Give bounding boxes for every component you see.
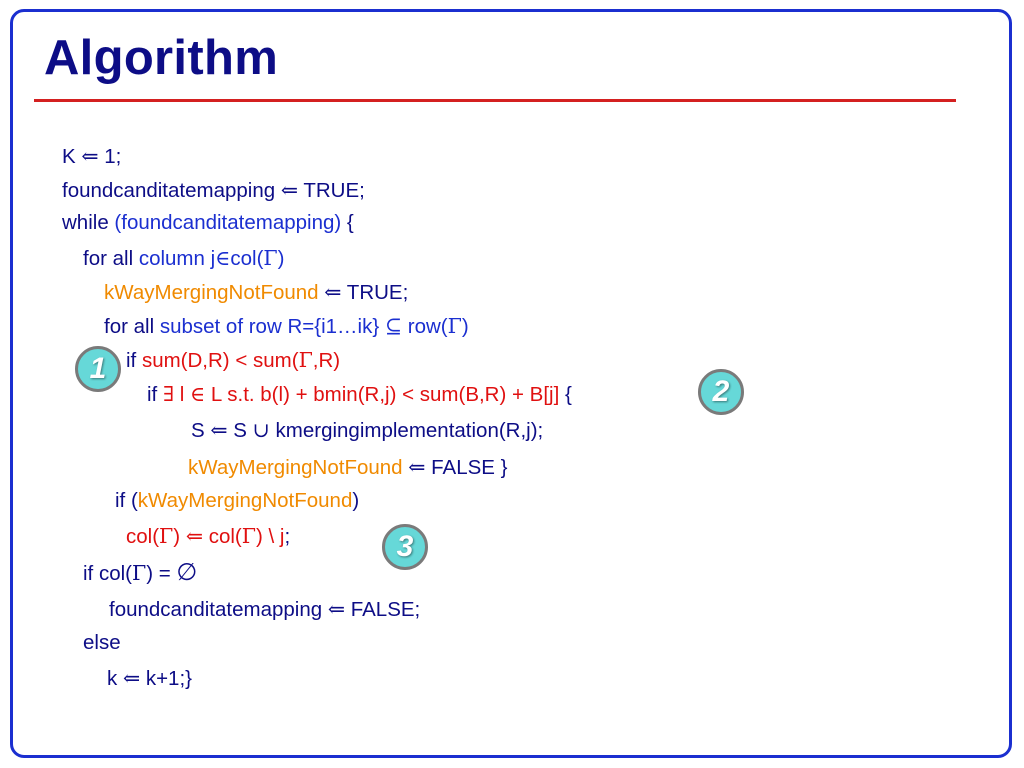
code-text: FALSE }: [425, 456, 508, 479]
code-line-13: [83, 560, 197, 586]
code-text: {: [341, 211, 354, 234]
left-arrow-symbol: ⇐: [408, 455, 426, 479]
union-symbol: ∪: [252, 418, 270, 442]
code-line-11: [115, 489, 359, 513]
code-condition: l: [174, 383, 191, 406]
code-line-1: [62, 144, 121, 169]
code-line-8: [147, 382, 572, 407]
code-text: TRUE;: [341, 281, 409, 304]
code-text: for all: [83, 247, 139, 270]
left-arrow-symbol: ⇐: [280, 178, 299, 202]
code-condition: column j: [138, 247, 216, 270]
left-arrow-symbol: ⇐: [122, 666, 141, 690]
code-text: FALSE;: [345, 598, 421, 621]
code-text: for all: [104, 315, 160, 338]
code-line-4: [83, 246, 284, 271]
code-text: ;: [284, 525, 291, 548]
code-text: k: [107, 667, 123, 690]
code-text: 1;: [98, 145, 122, 168]
code-text: ) =: [146, 562, 177, 585]
left-arrow-symbol: ⇐: [324, 280, 342, 304]
code-text: if: [126, 349, 142, 372]
code-line-14: [109, 597, 420, 622]
code-text: K: [62, 145, 82, 168]
code-line-15: [83, 631, 121, 655]
code-line-6: [104, 314, 469, 339]
code-condition: col(: [203, 525, 242, 548]
code-text: S: [191, 419, 211, 442]
step-badge-3: 3: [382, 524, 428, 570]
code-text: {: [559, 383, 572, 406]
code-variable: kWayMergingNotFound: [188, 456, 409, 479]
left-arrow-symbol: ⇐: [81, 144, 99, 168]
code-variable: kWayMergingNotFound: [137, 489, 353, 512]
code-text: S: [227, 419, 253, 442]
element-of-symbol: ∈: [190, 382, 206, 406]
left-arrow-symbol: ⇐: [327, 597, 346, 621]
code-text: if col(: [83, 562, 132, 585]
step-badge-2: 2: [698, 369, 744, 415]
code-line-3: [62, 211, 354, 235]
code-line-16: [107, 666, 192, 691]
exists-symbol: ∃: [162, 382, 175, 406]
gamma-symbol: Γ: [447, 314, 462, 338]
code-line-12: [126, 524, 290, 549]
code-text: if: [147, 383, 163, 406]
code-line-9: [191, 418, 543, 443]
code-condition: row(: [402, 315, 448, 338]
code-text: foundcanditatemapping: [62, 179, 281, 202]
gamma-symbol: Γ: [241, 524, 256, 548]
code-text: k+1;}: [140, 667, 193, 690]
slide-title: Algorithm: [44, 31, 279, 85]
left-arrow-symbol: ⇐: [210, 418, 228, 442]
code-condition: col(: [230, 247, 264, 270]
gamma-symbol: Γ: [263, 246, 278, 270]
empty-set-symbol: ∅: [176, 558, 198, 586]
code-condition: subset of row R={i1…ik}: [159, 315, 385, 338]
code-condition: sum(D,R) < sum(: [141, 349, 299, 372]
code-condition: ) \ j: [255, 525, 285, 548]
step-badge-1: 1: [75, 346, 121, 392]
code-text: while: [62, 211, 115, 234]
code-text: kmergingimplementation(R,j);: [269, 419, 544, 442]
code-condition: ): [461, 315, 469, 338]
code-text: TRUE;: [298, 179, 365, 202]
code-line-10: [188, 455, 508, 480]
code-text: if (: [115, 489, 138, 512]
code-text: foundcanditatemapping: [109, 598, 328, 621]
code-line-2: [62, 178, 365, 203]
code-text: else: [83, 631, 121, 654]
code-variable: kWayMergingNotFound: [104, 281, 325, 304]
code-condition: ): [173, 525, 186, 548]
left-arrow-symbol: ⇐: [185, 524, 203, 548]
code-condition: L s.t. b(l) + bmin(R,j) < sum(B,R) + B[j]: [205, 383, 560, 406]
code-condition: ): [277, 247, 285, 270]
code-line-7: [126, 348, 340, 373]
element-of-symbol: ∈: [215, 246, 231, 270]
code-condition: col(: [126, 525, 160, 548]
title-underline: [34, 99, 956, 102]
code-text: ): [352, 489, 360, 512]
gamma-symbol: Γ: [298, 348, 313, 372]
gamma-symbol: Γ: [159, 524, 174, 548]
gamma-symbol: Γ: [131, 561, 147, 585]
code-condition: (foundcanditatemapping): [114, 211, 342, 234]
code-line-5: [104, 280, 408, 305]
subset-symbol: ⊆: [384, 314, 403, 338]
code-condition: ,R): [312, 349, 341, 372]
